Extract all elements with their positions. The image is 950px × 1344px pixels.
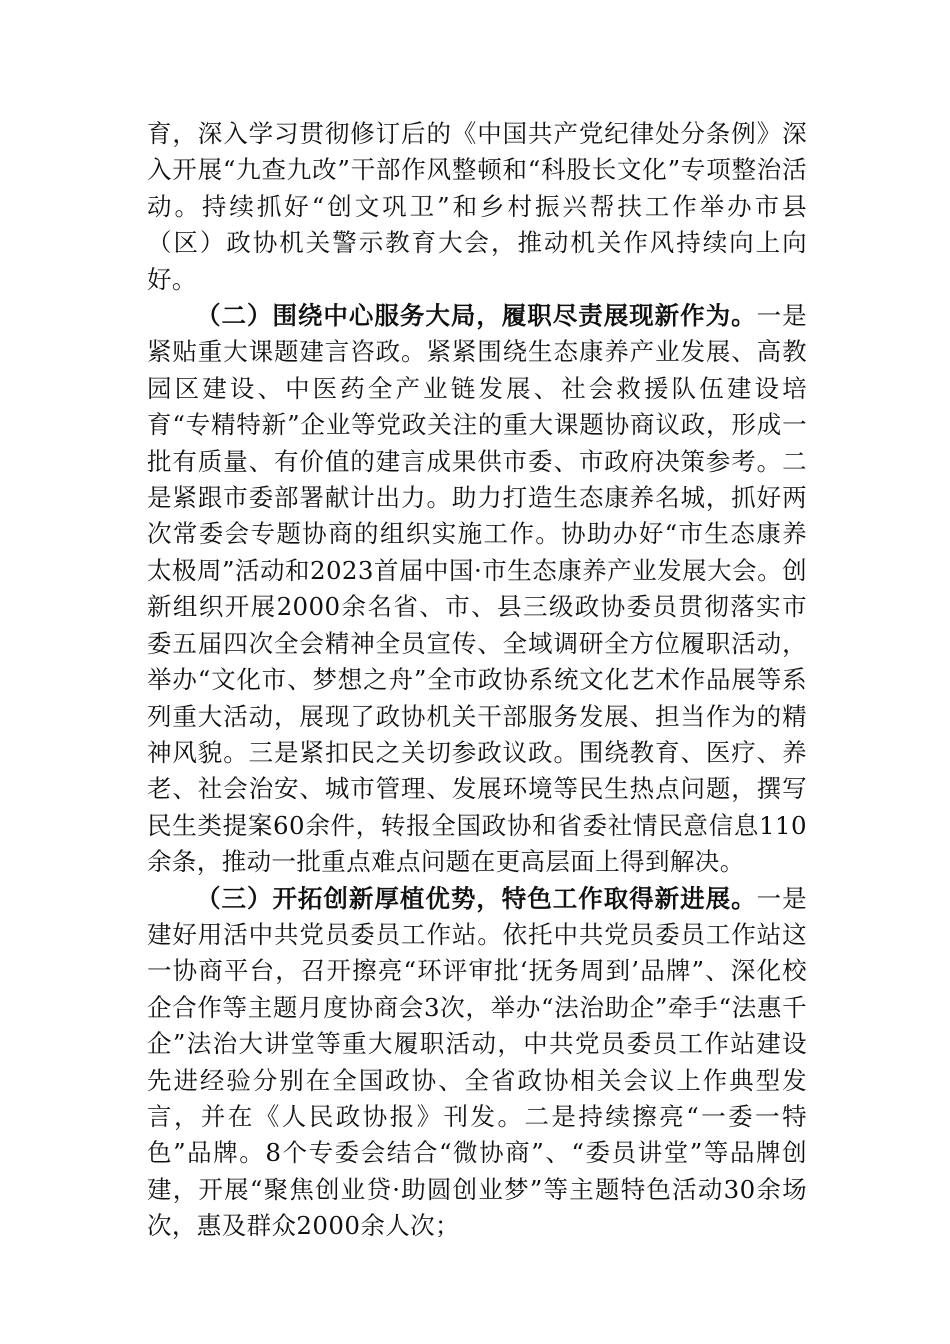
- paragraph-1: [147, 116, 807, 298]
- paragraph-2: [147, 298, 807, 881]
- section-heading-3: （三）开拓创新厚植优势，特色工作取得新进展。: [196, 883, 757, 913]
- paragraph-1-text: 育，深入学习贯彻修订后的《中国共产党纪律处分条例》深入开展“九查九改”干部作风整顿和“科股长文化”专项整治活动。持续抓好“创文巩卫”和乡村振兴帮扶工作举办市县（区）政协机关警示教育大会，推动机关作风持续向上向好。: [147, 119, 807, 294]
- paragraph-2-text: 一是紧贴重大课题建言咨政。紧紧围绕生态康养产业发展、高教园区建设、中医药全产业链发展、社会救援队伍建设培育“专精特新”企业等党政关注的重大课题协商议政，形成一批有质量、有价值的建言成果供市委、市政府决策参考。二是紧跟市委部署献计出力。助力打造生态康养名城，抓好两次常委会专题协商的组织实施工作。协助办好“市生态康养太极周”活动和2023首届中国·市生态康养产业发展大会。创新组织开展2000余名省、市、县三级政协委员贯彻落实市委五届四次全会精神全员宣传、全域调研全方位履职活动，举办“文化市、梦想之舟”全市政协系统文化艺术作品展等系列重大活动，展现了政协机关干部服务发展、担当作为的精神风貌。三是紧扣民之关切参政议政。围绕教育、医疗、养老、社会治安、城市管理、发展环境等民生热点问题，撰写民生类提案60余件，转报全国政协和省委社情民意信息110余条，推动一批重点难点问题在更高层面上得到解决。: [147, 301, 807, 877]
- paragraph-3-text: 一是建好用活中共党员委员工作站。依托中共党员委员工作站这一协商平台，召开擦亮“环评审批‘抚务周到’品牌”、深化校企合作等主题月度协商会3次，举办“法治助企”牵手“法惠千企”法治大讲堂等重大履职活动，中共党员委员工作站建设先进经验分别在全国政协、全省政协相关会议上作典型发言，并在《人民政协报》刊发。二是持续擦亮“一委一特色”品牌。8个专委会结合“微协商”、“委员讲堂”等品牌创建，开展“聚焦创业贷·助圆创业梦”等主题特色活动30余场次，惠及群众2000余人次；: [147, 883, 807, 1241]
- paragraph-3: [147, 881, 807, 1245]
- document-body: [147, 116, 807, 1245]
- section-heading-2: （二）围绕中心服务大局，履职尽责展现新作为。: [196, 301, 757, 331]
